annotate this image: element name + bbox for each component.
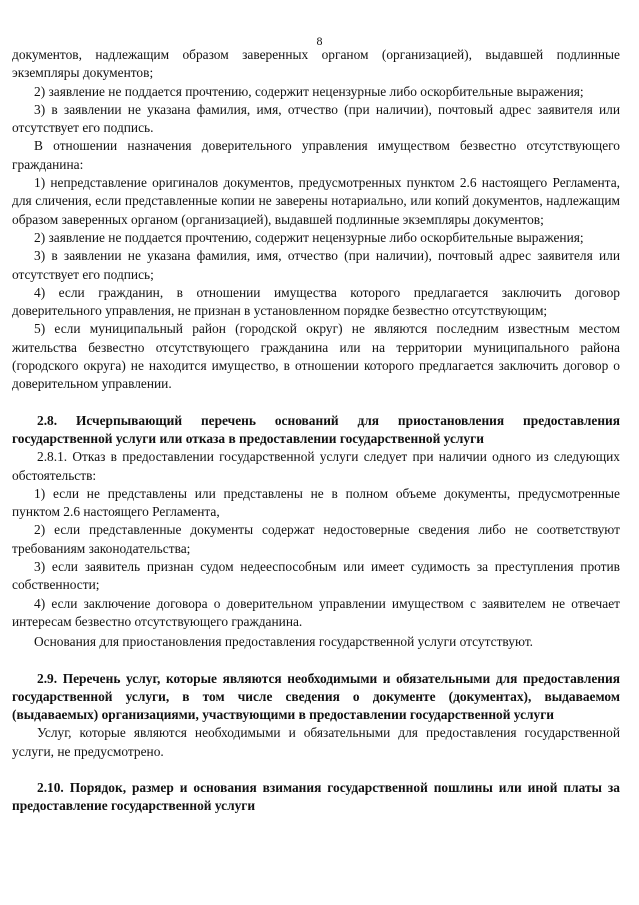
paragraph: 3) в заявлении не указана фамилия, имя, отчество (при наличии), почтовый адрес заявителя или отсутствует его подпись;	[12, 248, 620, 282]
paragraph: документов, надлежащим образом заверенных органом (организацией), выдавшей подлинные экземпляры документов;	[12, 47, 620, 81]
paragraph: 3) в заявлении не указана фамилия, имя, отчество (при наличии), почтовый адрес заявителя или отсутствует его подпись.	[12, 101, 620, 136]
paragraph: В отношении назначения доверительного управления имуществом безвестно отсутствующего гражданина:	[12, 138, 620, 172]
paragraph: 2) заявление не поддается прочтению, содержит нецензурные либо оскорбительные выражения;	[34, 83, 584, 99]
page-number: 8	[316, 34, 323, 48]
paragraph: Услуг, которые являются необходимыми и обязательными для предоставления государственной услуги, не предусмотрено.	[12, 725, 620, 759]
paragraph: 1) непредставление оригиналов документов, предусмотренных пунктом 2.6 настоящего Регламента, для сличения, если представленные копии не заверены нотариально, или копий документов, надлежащим образом заверенных органом (организацией), выдавшей подлинные экземпляры документов;	[12, 175, 620, 227]
section-heading-2-8: 2.8. Исчерпывающий перечень оснований для приостановления предоставления государственной услуги или отказа в предоставлении государственной услуги	[12, 412, 620, 446]
paragraph: 4) если гражданин, в отношении имущества которого предлагается заключить договор доверительного управления, не признан в установленном порядке безвестно отсутствующим;	[12, 284, 620, 319]
paragraph: 1) если не представлены или представлены не в полном объеме документы, предусмотренные пунктом 2.6 настоящего Регламента,	[12, 485, 620, 520]
paragraph: 2) если представленные документы содержат недостоверные сведения либо не соответствуют требованиям законодательства;	[12, 522, 620, 556]
paragraph: 4) если заключение договора о доверительном управлении имуществом с заявителем не отвечает интересам безвестно отсутствующего гражданина.	[12, 595, 620, 629]
paragraph: 2) заявление не поддается прочтению, содержит нецензурные либо оскорбительные выражения;	[34, 229, 584, 245]
document-body	[12, 46, 620, 816]
paragraph: 3) если заявитель признан судом недееспособным или имеет судимость за преступления против собственности;	[12, 559, 620, 593]
paragraph: Основания для приостановления предоставления государственной услуги отсутствуют.	[34, 634, 534, 650]
paragraph: 2.8.1. Отказ в предоставлении государственной услуги следует при наличии одного из следующих обстоятельств:	[12, 449, 620, 483]
section-heading-2-10: 2.10. Порядок, размер и основания взимания государственной пошлины или иной платы за предоставление государственной услуги	[12, 779, 620, 814]
section-heading-2-9: 2.9. Перечень услуг, которые являются необходимыми и обязательными для предоставления государственной услуги, в том числе сведения о документе (документах), выдаваемом (выдаваемых) организациями, участвующими в предоставлении государственной услуги	[12, 670, 620, 723]
paragraph: 5) если муниципальный район (городской округ) не являются последним известным местом жительства безвестно отсутствующего гражданина или на территории муниципального района (городского округа) не находится имущество, в отношении которого предлагается заключить договор о доверительном управлении.	[12, 321, 620, 392]
